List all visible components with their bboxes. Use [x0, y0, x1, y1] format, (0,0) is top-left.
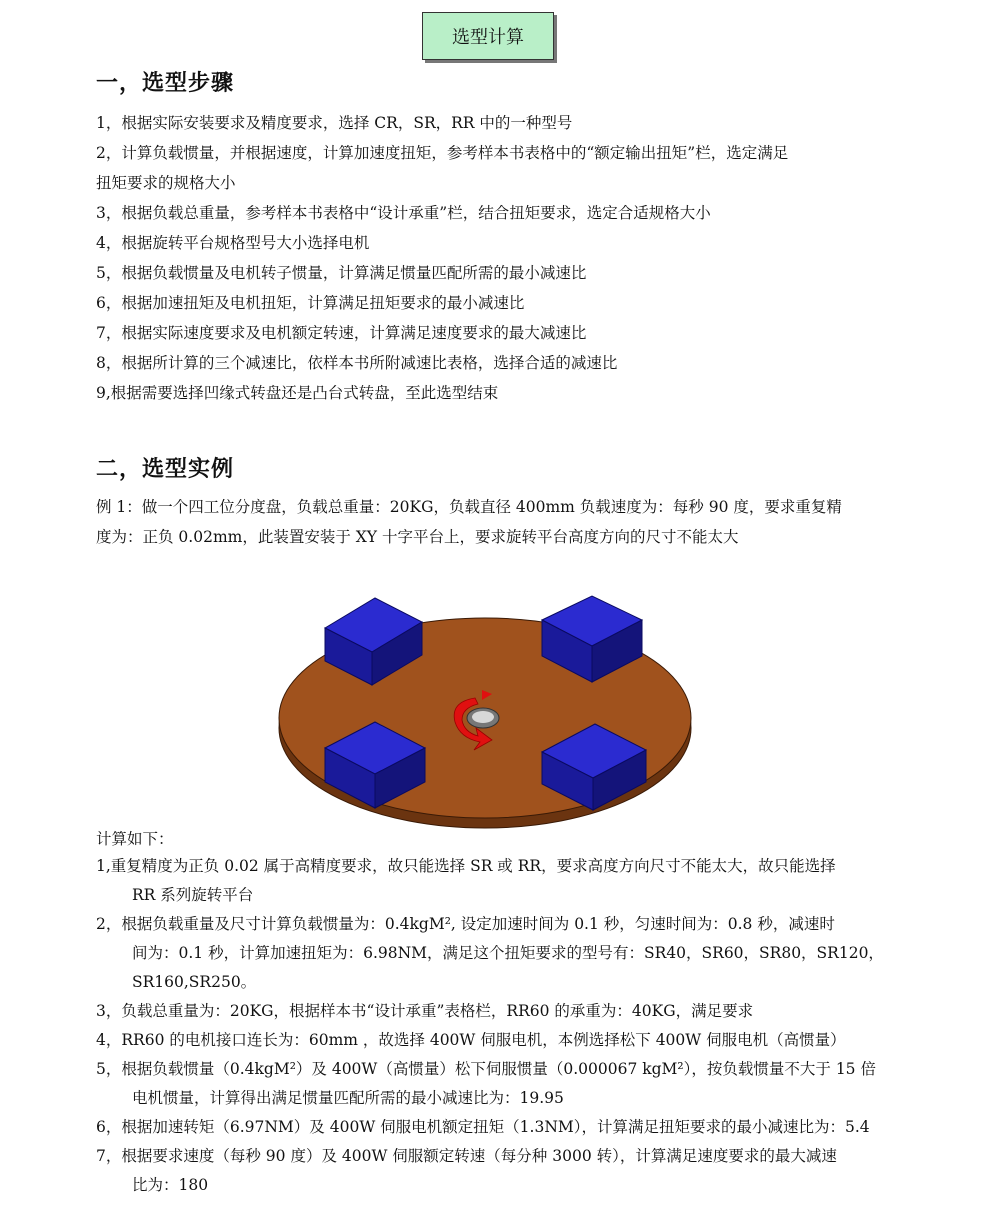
rotary-table-illustration — [270, 590, 700, 830]
section-heading-steps: 一，选型步骤 — [96, 71, 235, 96]
list-item: 1，根据实际安装要求及精度要求，选择 CR，SR，RR 中的一种型号 — [96, 114, 573, 132]
calc-list — [96, 852, 916, 1200]
list-item: 电机惯量，计算得出满足惯量匹配所需的最小减速比为：19.95 — [132, 1089, 564, 1107]
list-item: 4，RR60 的电机接口连长为：60mm ，故选择 400W 伺服电机，本例选择松下 400W 伺服电机（高惯量） — [96, 1031, 846, 1049]
list-item: SR160,SR250。 — [132, 973, 257, 991]
list-item: 3，负载总重量为：20KG，根据样本书“设计承重”表格栏，RR60 的承重为：40KG，满足要求 — [96, 1002, 754, 1020]
list-item: 6，根据加速转矩（6.97NM）及 400W 伺服电机额定扭矩（1.3NM），计算满足扭矩要求的最小减速比为：5.4 — [96, 1118, 870, 1136]
list-item: 3，根据负载总重量，参考样本书表格中“设计承重”栏，结合扭矩要求，选定合适规格大小 — [96, 204, 711, 222]
example-paragraph — [96, 492, 916, 552]
calc-heading: 计算如下： — [96, 830, 174, 848]
list-item: 扭矩要求的规格大小 — [96, 174, 236, 192]
list-item: 间为：0.1 秒，计算加速扭矩为：6.98NM，满足这个扭矩要求的型号有：SR40，SR60，SR80，SR120， — [132, 944, 884, 962]
section-heading-example: 二，选型实例 — [96, 457, 235, 482]
list-item: 5，根据负载惯量及电机转子惯量，计算满足惯量匹配所需的最小减速比 — [96, 264, 587, 282]
example-line: 度为：正负 0.02mm，此装置安装于 XY 十字平台上，要求旋转平台高度方向的尺寸不能太大 — [96, 528, 739, 546]
example-line: 例 1：做一个四工位分度盘，负载总重量：20KG，负载直径 400mm 负载速度为：每秒 90 度，要求重复精 — [96, 498, 842, 516]
list-item: 8，根据所计算的三个减速比，依样本书所附减速比表格，选择合适的减速比 — [96, 354, 618, 372]
list-item: 1,重复精度为正负 0.02 属于高精度要求，故只能选择 SR 或 RR，要求高度方向尺寸不能太大，故只能选择 — [96, 857, 836, 875]
list-item: 7，根据要求速度（每秒 90 度）及 400W 伺服额定转速（每分种 3000 转），计算满足速度要求的最大减速 — [96, 1147, 837, 1165]
list-item: 5，根据负载惯量（0.4kgM²）及 400W（高惯量）松下伺服惯量（0.000067 kgM²），按负载惯量不大于 15 倍 — [96, 1060, 876, 1078]
steps-list — [96, 108, 916, 408]
list-item: 6，根据加速扭矩及电机扭矩，计算满足扭矩要求的最小减速比 — [96, 294, 525, 312]
list-item: RR 系列旋转平台 — [132, 886, 254, 904]
list-item: 2，计算负载惯量，并根据速度，计算加速度扭矩，参考样本书表格中的“额定输出扭矩”栏，选定满足 — [96, 144, 789, 162]
list-item: 4，根据旋转平台规格型号大小选择电机 — [96, 234, 370, 252]
list-item: 比为：180 — [132, 1176, 209, 1194]
list-item: 7，根据实际速度要求及电机额定转速，计算满足速度要求的最大减速比 — [96, 324, 587, 342]
list-item: 2，根据负载重量及尺寸计算负载惯量为：0.4kgM², 设定加速时间为 0.1 秒，匀速时间为：0.8 秒，减速时 — [96, 915, 835, 933]
list-item: 9,根据需要选择凹缘式转盘还是凸台式转盘，至此选型结束 — [96, 384, 499, 402]
page-title: 选型计算 — [422, 12, 554, 60]
